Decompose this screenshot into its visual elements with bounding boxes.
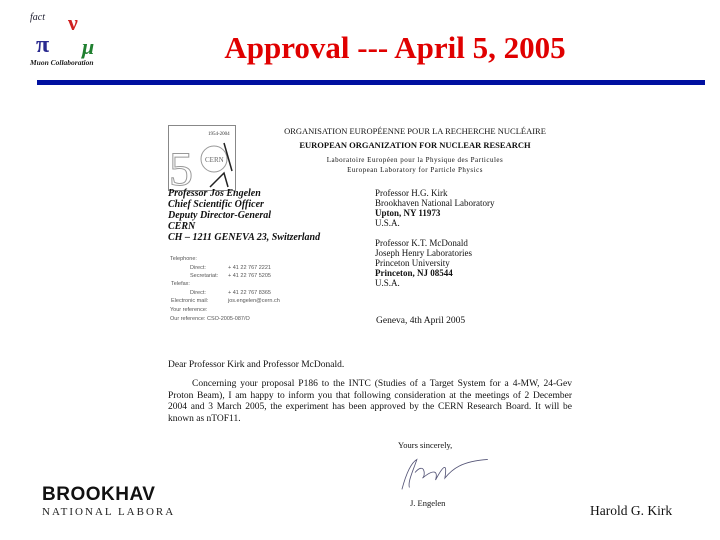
bnl-logo-bottom: NATIONAL LABORA (42, 506, 176, 518)
our-reference: Our reference: CSO-2005-087/O (170, 316, 250, 322)
recipient-line: Princeton University (375, 258, 450, 268)
your-reference: Your reference: (170, 307, 208, 313)
letter-date: Geneva, 4th April 2005 (376, 316, 466, 326)
org-name-en: EUROPEAN ORGANIZATION FOR NUCLEAR RESEARCH (299, 140, 531, 150)
svg-text:μ: μ (82, 34, 95, 59)
closing: Yours sincerely, (398, 440, 453, 450)
brookhaven-logo (42, 484, 175, 519)
title-divider (37, 80, 705, 85)
svg-text:ν: ν (68, 10, 78, 35)
slide-title: Approval --- April 5, 2005 (224, 30, 566, 65)
recipient-line: U.S.A. (375, 218, 400, 228)
recipient-1 (375, 188, 494, 228)
contact-value: + 41 22 767 2221 (228, 265, 271, 271)
contact-label: Telefax: (171, 281, 190, 287)
sender-line: Professor Jos Engelen (168, 188, 261, 199)
org-name-fr: ORGANISATION EUROPÉENNE POUR LA RECHERCHE NUCLÉAIRE (284, 126, 546, 136)
svg-text:1954-2004: 1954-2004 (208, 132, 230, 137)
recipient-line: Princeton, NJ 08544 (375, 268, 453, 278)
recipient-line: Joseph Henry Laboratories (375, 248, 472, 258)
contact-label: Secretariat: (190, 273, 219, 279)
lab-name-fr: Laboratoire Européen pour la Physique des Particules (326, 156, 504, 164)
sender-line: CH – 1211 GENEVA 23, Switzerland (168, 232, 321, 243)
contact-label: Direct: (190, 265, 206, 271)
sender-block (168, 188, 320, 243)
svg-text:fact: fact (30, 12, 45, 23)
lab-name-en: European Laboratory for Particle Physics (347, 166, 483, 174)
contact-value: + 41 22 767 8365 (228, 290, 271, 296)
recipient-2 (375, 238, 472, 288)
slide-author: Harold G. Kirk (590, 503, 673, 518)
contact-label: Telephone: (170, 256, 197, 262)
contact-email: jos.engelen@cern.ch (228, 298, 280, 304)
cern-50-logo (168, 125, 236, 191)
sender-line: Deputy Director-General (168, 210, 272, 221)
recipient-line: Professor H.G. Kirk (375, 188, 448, 198)
svg-text:5: 5 (169, 143, 193, 191)
letter-body: Concerning your proposal P186 to the INTC (Studies of a Target System for a 4-MW, 24-Gev Proton Beam), I am happy to inform you that following consideration at the meetings of 2 December 2004 and 3 March 2005, the experiment has been approved by the CERN Research Board. It will be known as nTOF11. (168, 379, 572, 424)
signatory: J. Engelen (410, 498, 446, 508)
contact-label: Direct: (190, 290, 206, 296)
svg-text:CERN: CERN (205, 156, 224, 164)
logo-caption: Muon Collaboration (30, 58, 94, 67)
contact-label: Electronic mail: (171, 298, 209, 304)
recipient-line: Professor K.T. McDonald (375, 238, 468, 248)
recipient-line: Brookhaven National Laboratory (375, 198, 495, 208)
recipient-line: U.S.A. (375, 278, 400, 288)
sender-line: CERN (168, 221, 196, 232)
svg-text:π: π (36, 32, 50, 58)
signature (393, 452, 493, 494)
recipient-line: Upton, NY 11973 (375, 208, 441, 218)
contact-value: + 41 22 767 5205 (228, 273, 271, 279)
bnl-logo-top: BROOKHAV (42, 484, 156, 505)
sender-line: Chief Scientific Officer (168, 199, 264, 210)
salutation: Dear Professor Kirk and Professor McDonald. (168, 360, 345, 370)
